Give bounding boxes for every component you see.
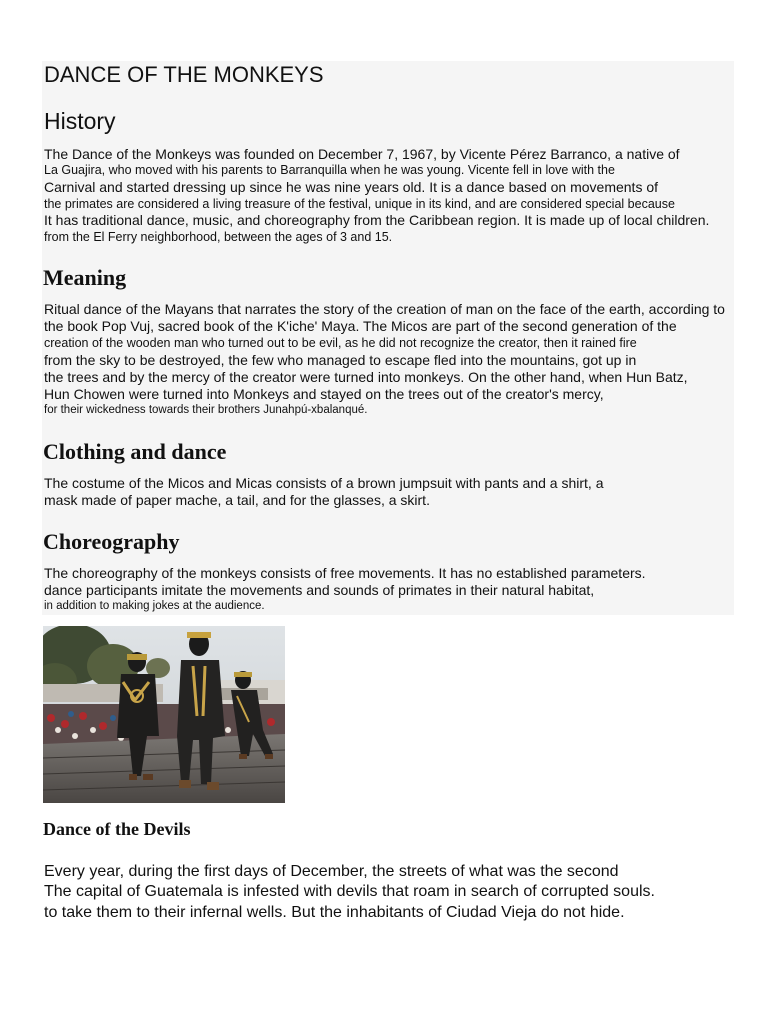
choreography-line: in addition to making jokes at the audience. <box>44 600 265 612</box>
meaning-heading: Meaning <box>43 265 127 290</box>
history-line: the primates are considered a living treasure of the festival, unique in its kind, and are considered special because <box>44 197 675 211</box>
meaning-line: Hun Chowen were turned into Monkeys and stayed on the trees out of the creator's mercy, <box>44 386 604 402</box>
choreography-line: dance participants imitate the movements and sounds of primates in their natural habitat, <box>44 582 595 598</box>
document-title: DANCE OF THE MONKEYS <box>44 62 324 87</box>
history-line: It has traditional dance, music, and choreography from the Caribbean region. It is made up of local children. <box>44 212 710 228</box>
monkey-dancers-photo <box>43 626 285 803</box>
choreography-heading: Choreography <box>43 529 180 554</box>
clothing-line: mask made of paper mache, a tail, and for the glasses, a skirt. <box>44 492 430 508</box>
history-line: La Guajira, who moved with his parents to Barranquilla when he was young. Vicente fell in love with the <box>44 163 615 177</box>
clothing-line: The costume of the Micos and Micas consists of a brown jumpsuit with pants and a shirt, a <box>44 475 604 491</box>
devils-line: Every year, during the first days of December, the streets of what was the second <box>44 863 619 880</box>
devils-line: The capital of Guatemala is infested with devils that roam in search of corrupted souls. <box>44 883 655 900</box>
history-line: Carnival and started dressing up since he was nine years old. It is a dance based on movements of <box>44 179 659 195</box>
history-line: from the El Ferry neighborhood, between the ages of 3 and 15. <box>44 230 393 244</box>
history-line: The Dance of the Monkeys was founded on December 7, 1967, by Vicente Pérez Barranco, a native of <box>44 146 680 162</box>
devils-heading: Dance of the Devils <box>43 819 191 839</box>
meaning-line: for their wickedness towards their brothers Junahpú-xbalanqué. <box>44 404 368 416</box>
meaning-line: creation of the wooden man who turned out to be evil, as he did not recognize the creator, then it rained fire <box>44 336 637 350</box>
choreography-line: The choreography of the monkeys consists of free movements. It has no established parameters. <box>44 565 646 581</box>
clothing-heading: Clothing and dance <box>43 439 227 464</box>
meaning-line: Ritual dance of the Mayans that narrates the story of the creation of man on the face of the earth, according to <box>44 301 725 317</box>
devils-line: to take them to their infernal wells. But the inhabitants of Ciudad Vieja do not hide. <box>44 904 625 921</box>
meaning-line: the trees and by the mercy of the creator were turned into monkeys. On the other hand, when Hun Batz, <box>44 369 688 385</box>
meaning-line: the book Pop Vuj, sacred book of the K'iche' Maya. The Micos are part of the second generation of the <box>44 318 677 334</box>
history-heading: History <box>44 108 116 134</box>
meaning-line: from the sky to be destroyed, the few who managed to escape fled into the mountains, got up in <box>44 352 637 368</box>
